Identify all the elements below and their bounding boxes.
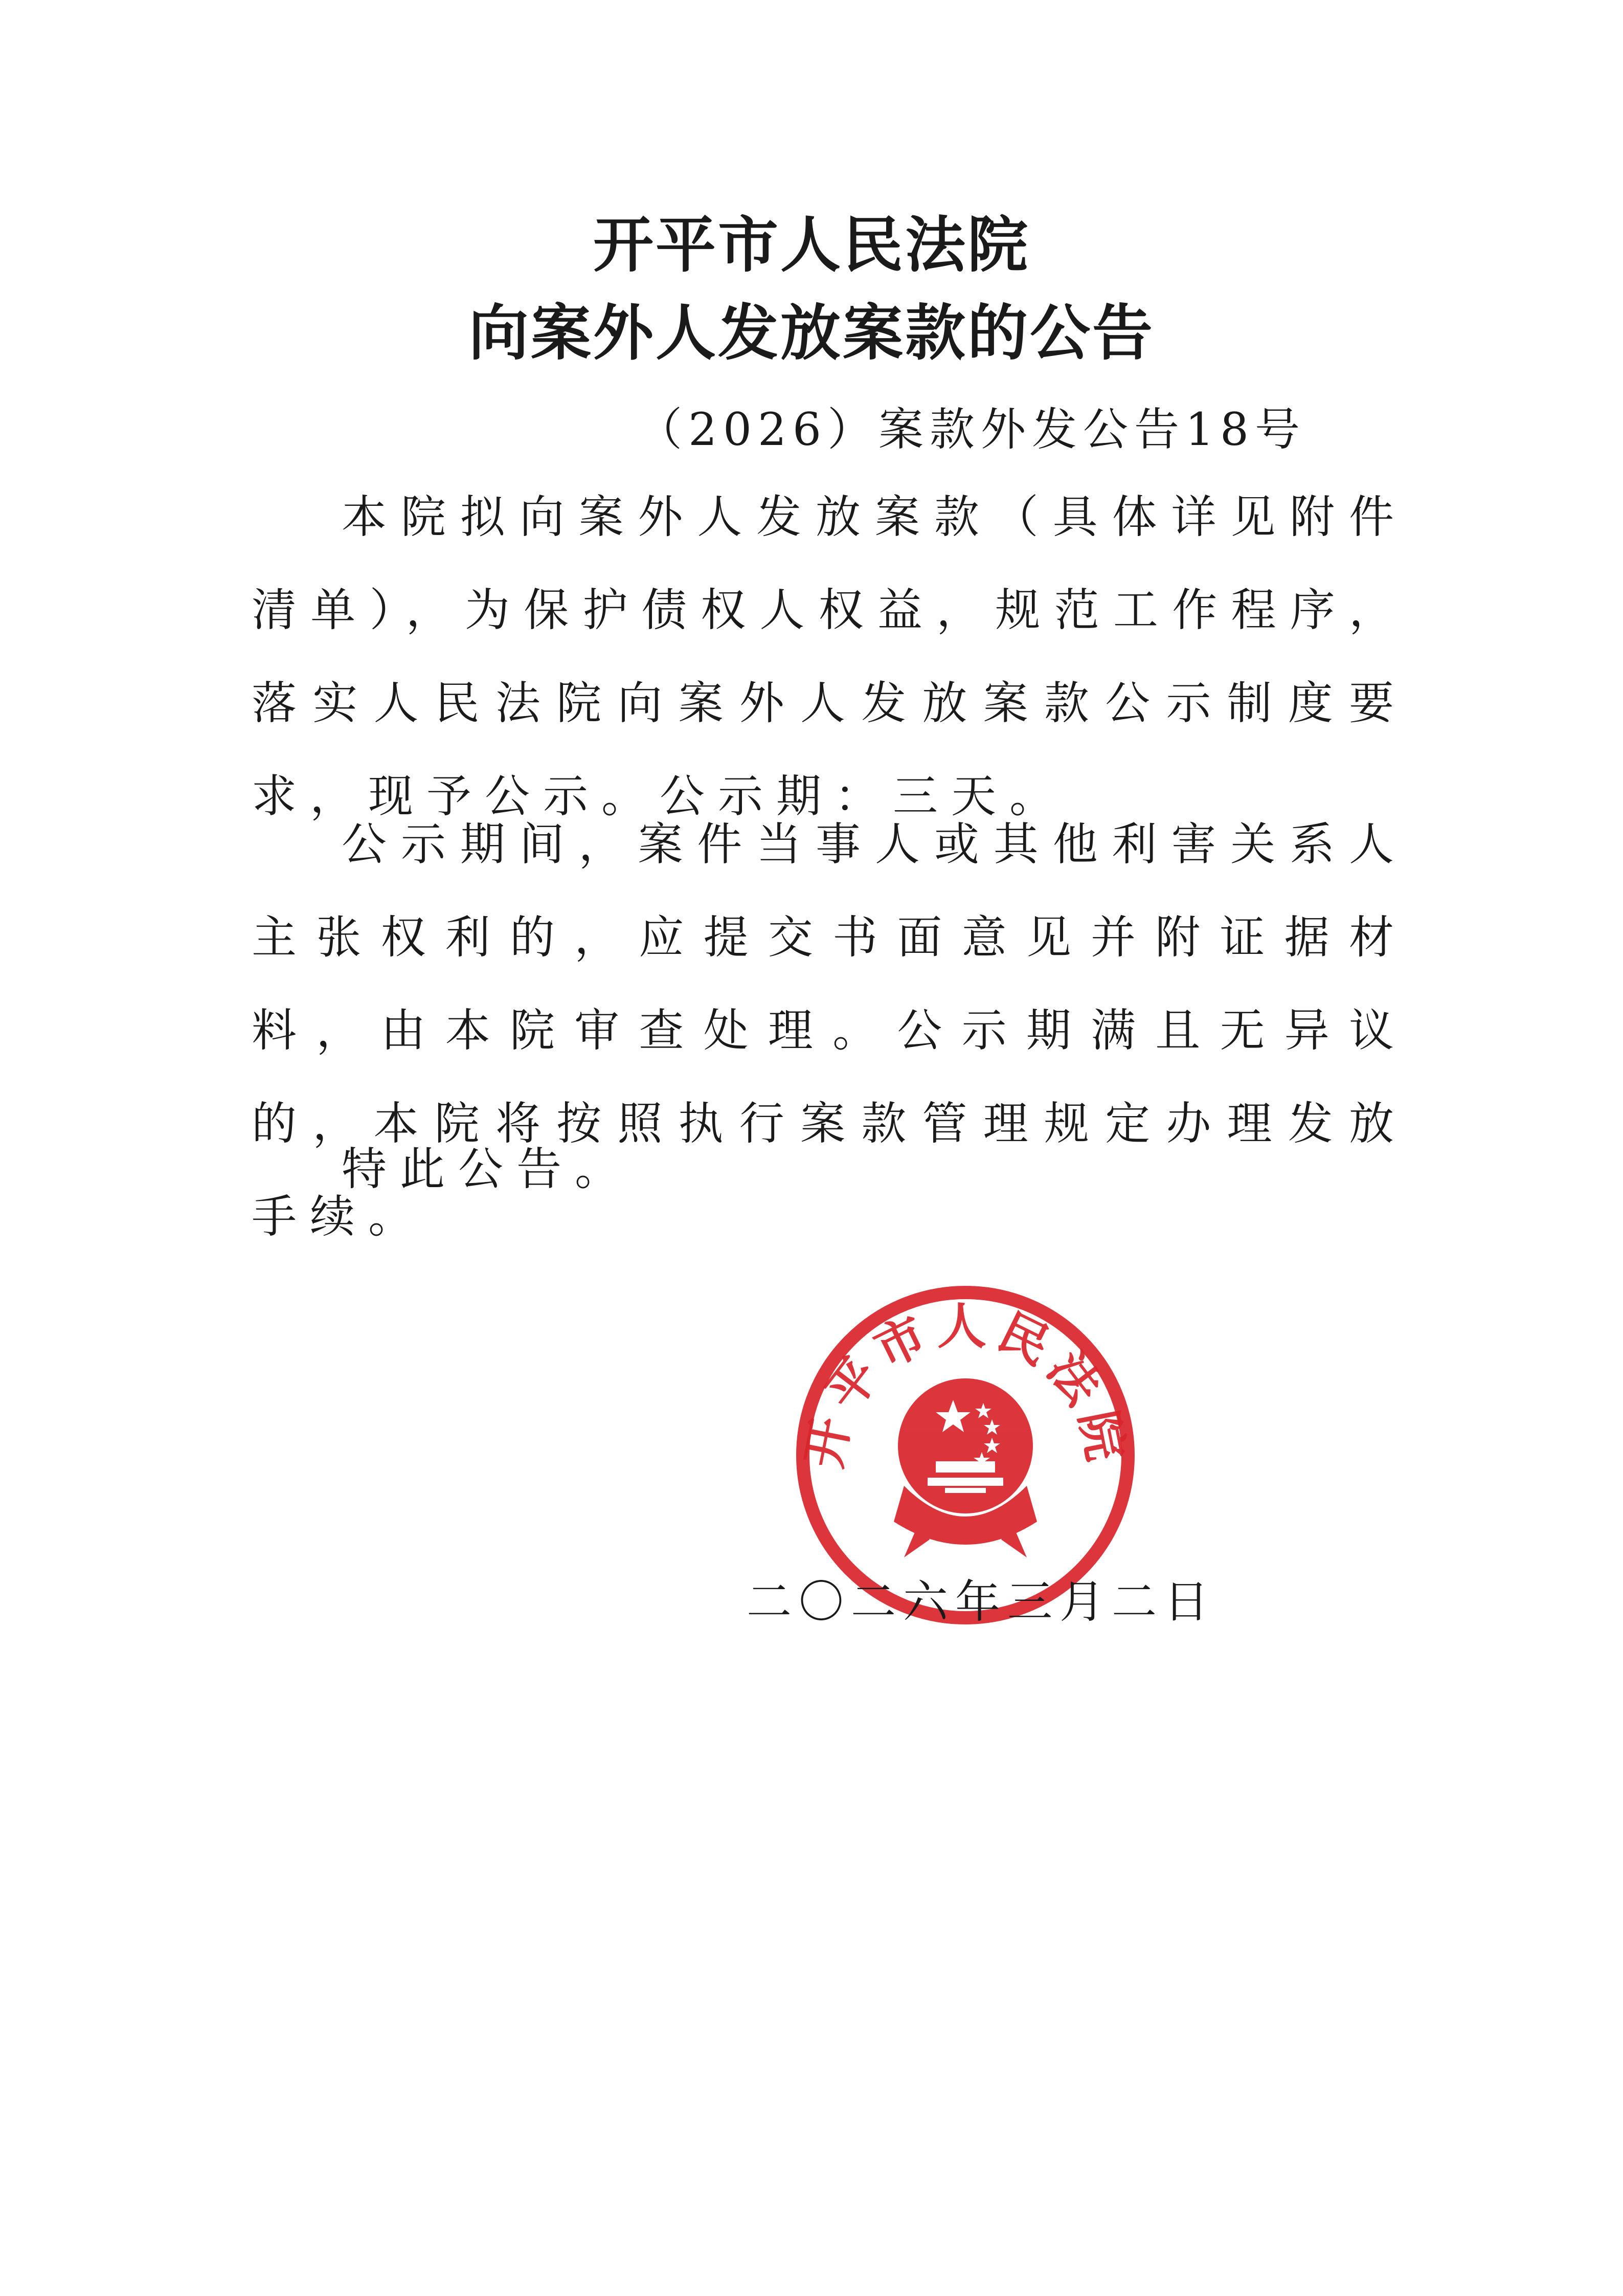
document-number: （2026）案款外发公告18号: [637, 403, 1306, 456]
paragraph-notice: 本院拟向案外人发放案款（具体详见附件清单），为保护债权人权益，规范工作程序，落实人民法院向案外人发放案款公示制度要求，现予公示。公示期：三天。: [252, 491, 1407, 822]
court-name-title: 开平市人民法院: [593, 210, 1030, 280]
seal-text: 开平市人民法院: [795, 1298, 1136, 1473]
paragraph-objection: 公示期间，案件当事人或其他利害关系人主张权利的，应提交书面意见并附证据材料，由本院审查处理。公示期满且无异议的，本院将按照执行案款管理规定办理发放手续。: [252, 818, 1407, 1243]
paragraph-closing: 特此公告。: [342, 1143, 634, 1195]
notice-date: 二〇二六年三月二日: [747, 1575, 1216, 1628]
notice-title: 向案外人发放案款的公告: [468, 298, 1155, 368]
